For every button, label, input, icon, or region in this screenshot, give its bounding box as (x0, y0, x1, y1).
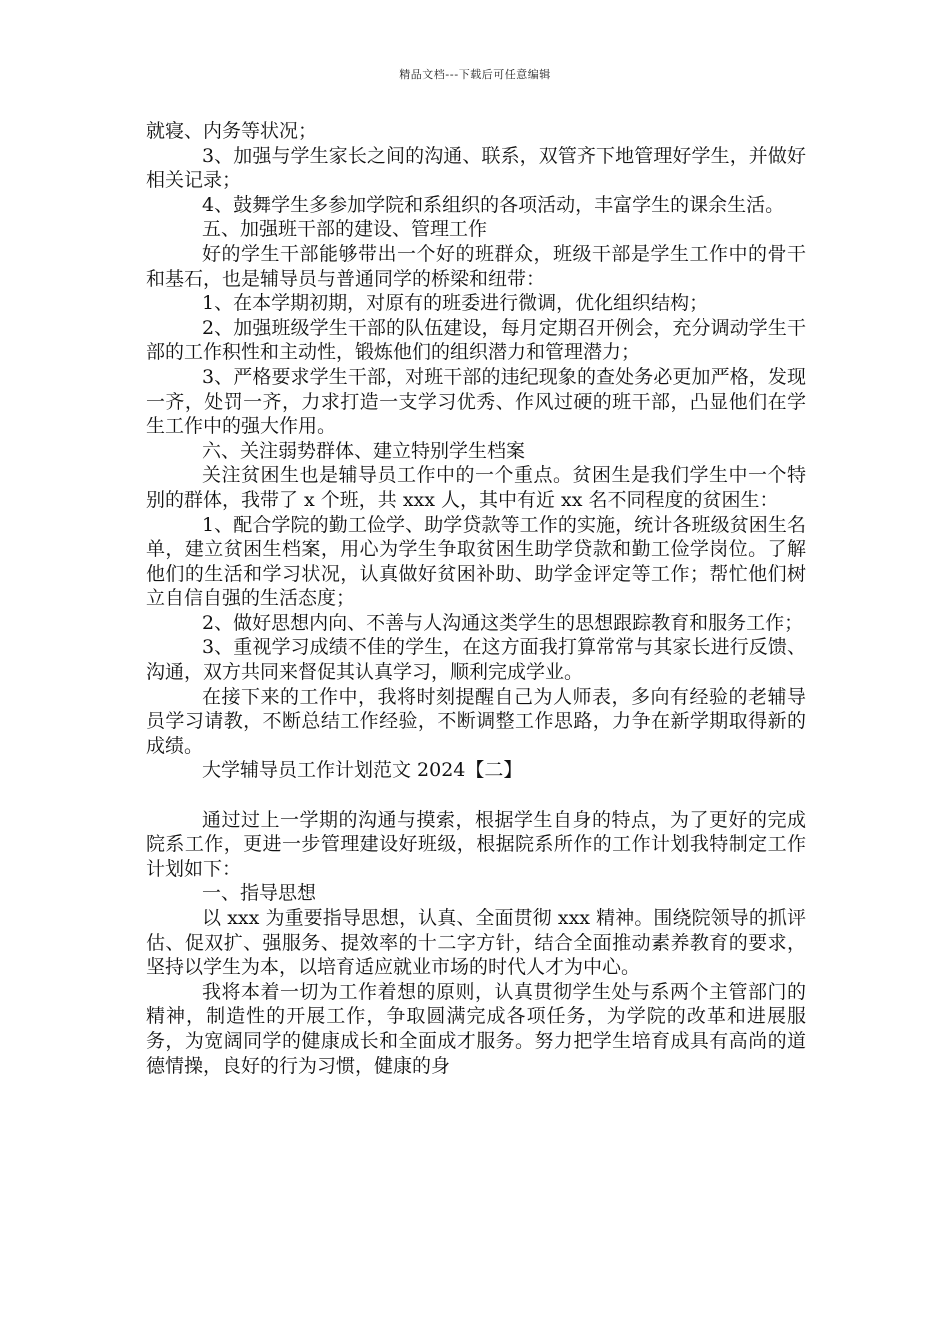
blank-line (146, 783, 806, 808)
paragraph: 1、在本学期初期，对原有的班委进行微调，优化组织结构； (202, 292, 709, 315)
paragraph: 2、加强班级学生干部的队伍建设，每月定期召开例会，充分调动学生干部的工作积性和主动性，锻炼他们的组织潜力和管理潜力； (146, 316, 806, 364)
paragraph: 通过过上一学期的沟通与摸索，根据学生自身的特点，为了更好的完成院系工作，更进一步管理建设好班级，根据院系所作的工作计划我特制定工作计划如下： (146, 808, 806, 880)
paragraph: 3、加强与学生家长之间的沟通、联系，双管齐下地管理好学生，并做好相关记录； (146, 144, 806, 192)
paragraph: 一、指导思想 (202, 882, 317, 905)
paragraph: 关注贫困生也是辅导员工作中的一个重点。贫困生是我们学生中一个特别的群体，我带了 x 个班，共 xxx 人，其中有近 xx 名不同程度的贫困生： (146, 464, 806, 511)
paragraph: 3、严格要求学生干部，对班干部的违纪现象的查处务必更加严格，发现一齐，处罚一齐，力求打造一支学习优秀、作风过硬的班干部，凸显他们在学生工作中的强大作用。 (146, 365, 806, 438)
paragraph: 4、鼓舞学生多参加学院和系组织的各项活动，丰富学生的课余生活。 (202, 193, 785, 216)
paragraph: 就寝、内务等状况； (146, 120, 318, 142)
paragraph: 五、加强班干部的建设、管理工作 (202, 218, 488, 241)
paragraph: 在接下来的工作中，我将时刻提醒自己为人师表，多向有经验的老辅导员学习请教，不断总结工作经验，不断调整工作思路，力争在新学期取得新的成绩。 (146, 685, 806, 757)
paragraph: 2、做好思想内向、不善与人沟通这类学生的思想跟踪教育和服务工作； (202, 611, 804, 634)
paragraph: 好的学生干部能够带出一个好的班群众，班级干部是学生工作中的骨干和基石，也是辅导员与普通同学的桥梁和纽带： (146, 242, 806, 290)
paragraph: 1、配合学院的勤工俭学、助学贷款等工作的实施，统计各班级贫困生名单，建立贫困生档案，用心为学生争取贫困生助学贷款和勤工俭学岗位。了解他们的生活和学习状况，认真做好贫困补助、助学金评定等工作；帮忙他们树立自信自强的生活态度； (146, 513, 806, 610)
document-body (146, 119, 806, 1078)
paragraph: 大学辅导员工作计划范文 2024【二】 (202, 759, 523, 782)
paragraph: 我将本着一切为工作着想的原则，认真贯彻学生处与系两个主管部门的精神，制造性的开展工作，争取圆满完成各项任务，为学院的改革和进展服务，为宽阔同学的健康成长和全面成才服务。努力把学生培育成具有高尚的道德情操，良好的行为习惯，健康的身 (146, 980, 806, 1077)
paragraph: 以 xxx 为重要指导思想，认真、全面贯彻 xxx 精神。围绕院领导的抓评估、促双扩、强服务、提效率的十二字方针，结合全面推动素养教育的要求，坚持以学生为本，以培育适应就业市场的时代人才为中心。 (146, 907, 806, 979)
page-header: 精品文档---下载后可任意编辑 (399, 68, 551, 81)
paragraph: 3、重视学习成绩不佳的学生，在这方面我打算常常与其家长进行反馈、沟通，双方共同来督促其认真学习，顺利完成学业。 (146, 636, 806, 684)
paragraph: 六、关注弱势群体、建立特别学生档案 (202, 439, 526, 462)
